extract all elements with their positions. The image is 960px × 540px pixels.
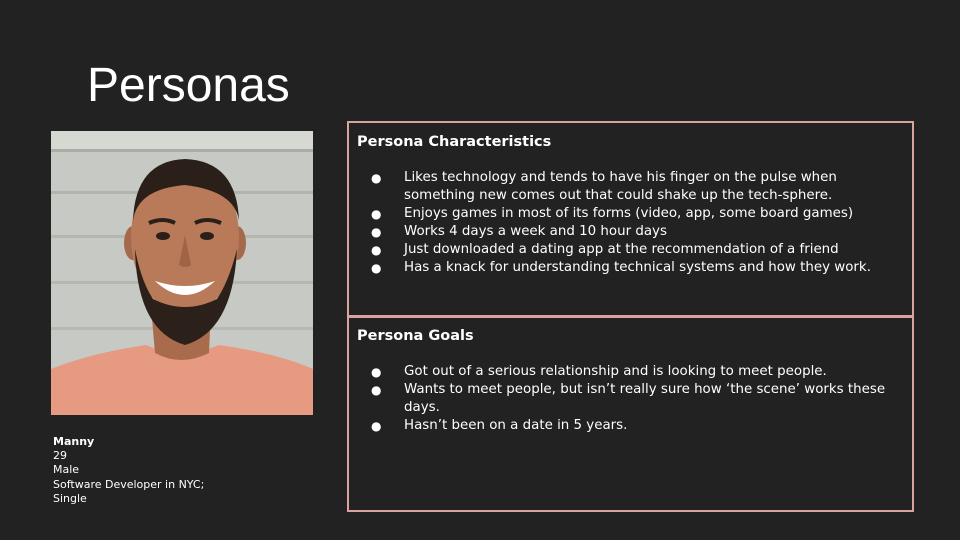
list-item-text: Hasn’t been on a date in 5 years. [404,418,628,433]
bullet-icon: ● [371,365,382,379]
bullet-icon: ● [371,419,382,433]
list-item-text: Works 4 days a week and 10 hour days [404,224,667,239]
persona-status: Single [53,491,87,505]
bullet-icon: ● [371,225,382,239]
list-item-text: Has a knack for understanding technical systems and how they work. [404,260,871,275]
list-item [349,259,912,277]
goals-heading: Persona Goals [357,328,474,344]
persona-gender: Male [53,463,80,477]
list-item-text: Got out of a serious relationship and is looking to meet people. [404,364,827,379]
characteristics-heading: Persona Characteristics [357,134,552,150]
persona-info [53,435,253,506]
slide-title: Personas [87,59,290,112]
list-item [349,241,912,259]
bullet-icon: ● [371,243,382,257]
bullet-icon: ● [371,171,382,185]
bullet-icon: ● [371,383,382,397]
list-item [349,205,912,223]
bullet-icon: ● [371,261,382,275]
persona-age: 29 [53,449,67,463]
list-item-text: Likes technology and tends to have his finger on the pulse when something new comes out that could shake up the tech-sphere. [404,170,837,203]
goals-box [347,315,914,512]
list-item [349,381,912,417]
bullet-icon: ● [371,207,382,221]
list-item-text: Wants to meet people, but isn’t really sure how ‘the scene’ works these days. [404,382,886,415]
persona-photo [51,131,313,415]
persona-name: Manny [53,435,95,448]
goals-list [349,363,912,435]
list-item-text: Enjoys games in most of its forms (video, app, some board games) [404,206,854,221]
list-item-text: Just downloaded a dating app at the recommendation of a friend [404,242,839,257]
characteristics-box [347,121,914,318]
persona-occupation: Software Developer in NYC; [53,477,205,491]
list-item [349,223,912,241]
list-item [349,363,912,381]
list-item [349,417,912,435]
list-item [349,169,912,205]
characteristics-list [349,169,912,277]
